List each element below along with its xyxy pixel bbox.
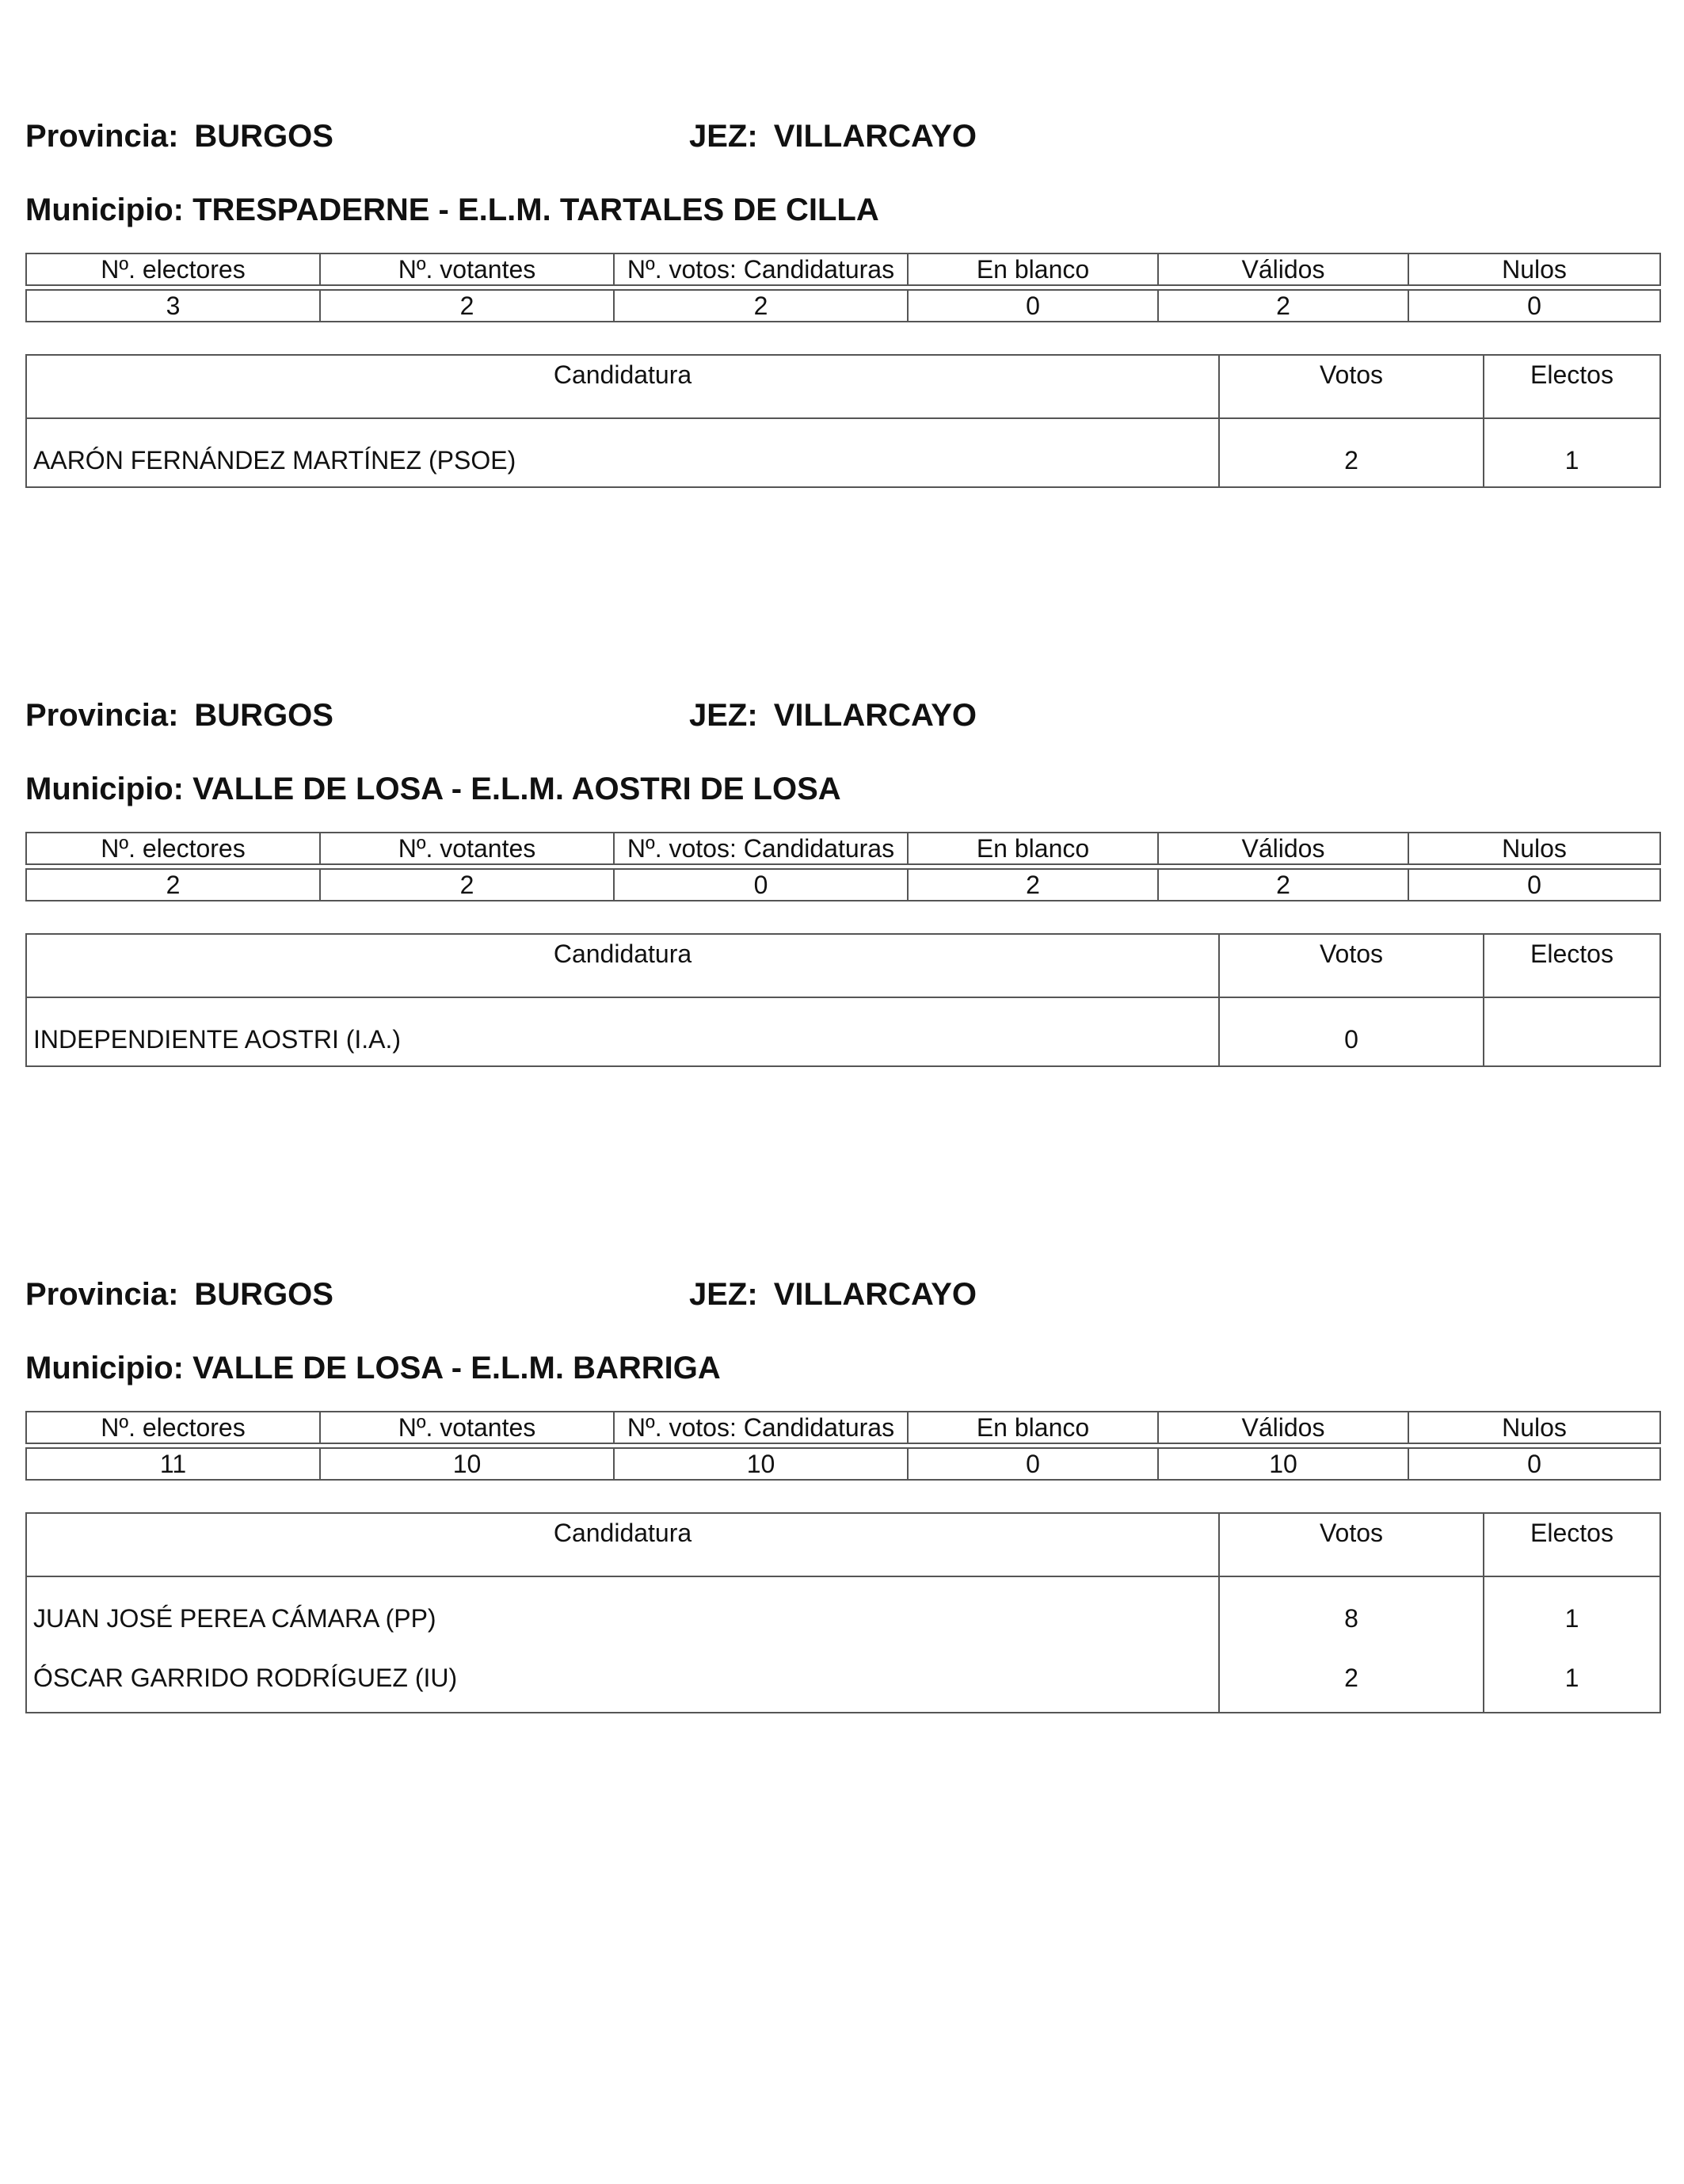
stat-header: Nulos: [1408, 833, 1660, 864]
stat-header: Nº. votantes: [320, 833, 614, 864]
stat-value: 2: [26, 869, 320, 901]
stat-value: 0: [1408, 290, 1660, 322]
municipio-label: Municipio:: [25, 192, 184, 227]
provincia-label: Provincia:: [25, 698, 179, 733]
candidate-electos: 1: [1484, 1645, 1660, 1713]
provincia-label: Provincia:: [25, 119, 179, 154]
stat-header: En blanco: [908, 1412, 1158, 1443]
candidate-votos: 2: [1219, 418, 1484, 487]
jez-value: VILLARCAYO: [773, 119, 977, 154]
stat-value: 0: [908, 290, 1158, 322]
provincia-value: BURGOS: [194, 1277, 333, 1312]
stat-header: Nulos: [1408, 1412, 1660, 1443]
stats-table: [25, 832, 1661, 901]
stat-value: 2: [614, 290, 908, 322]
candidate-row: [26, 1576, 1660, 1645]
stats-value-row: [26, 1448, 1660, 1480]
stat-value: 0: [614, 869, 908, 901]
provincia-value: BURGOS: [194, 698, 333, 733]
stats-value-row: [26, 869, 1660, 901]
stat-value: 2: [908, 869, 1158, 901]
candidates-table: [25, 354, 1661, 488]
stat-header: Válidos: [1158, 253, 1408, 285]
jez-value: VILLARCAYO: [773, 1277, 977, 1312]
electos-header: Electos: [1484, 934, 1660, 997]
stats-table: [25, 1411, 1661, 1481]
stat-header: Nº. votantes: [320, 253, 614, 285]
candidates-header-row: [26, 355, 1660, 418]
provincia-line: [25, 1275, 333, 1314]
municipio-line: [25, 190, 879, 230]
candidate-name: INDEPENDIENTE AOSTRI (I.A.): [26, 997, 1219, 1066]
stat-value: 0: [908, 1448, 1158, 1480]
stat-header: Nº. electores: [26, 1412, 320, 1443]
stat-value: 2: [1158, 869, 1408, 901]
jez-value: VILLARCAYO: [773, 698, 977, 733]
stat-value: 11: [26, 1448, 320, 1480]
jez-line: [689, 1275, 977, 1314]
candidate-votos: 2: [1219, 1645, 1484, 1713]
stat-value: 0: [1408, 869, 1660, 901]
electos-header: Electos: [1484, 355, 1660, 418]
stat-header: Válidos: [1158, 833, 1408, 864]
candidate-row: [26, 1645, 1660, 1713]
stat-value: 10: [320, 1448, 614, 1480]
candidatura-header: Candidatura: [26, 1513, 1219, 1576]
jez-label: JEZ:: [689, 1277, 758, 1312]
jez-label: JEZ:: [689, 698, 758, 733]
stats-table: [25, 253, 1661, 322]
provincia-label: Provincia:: [25, 1277, 179, 1312]
municipio-label: Municipio:: [25, 772, 184, 806]
candidate-name: AARÓN FERNÁNDEZ MARTÍNEZ (PSOE): [26, 418, 1219, 487]
municipio-label: Municipio:: [25, 1351, 184, 1385]
candidate-electos: [1484, 997, 1660, 1066]
stat-value: 0: [1408, 1448, 1660, 1480]
municipio-line: [25, 769, 841, 809]
votos-header: Votos: [1219, 1513, 1484, 1576]
municipio-value: TRESPADERNE - E.L.M. TARTALES DE CILLA: [192, 192, 879, 227]
candidatura-header: Candidatura: [26, 355, 1219, 418]
stat-header: Nº. electores: [26, 833, 320, 864]
candidate-electos: 1: [1484, 418, 1660, 487]
stat-header: Nº. votos: Candidaturas: [614, 1412, 908, 1443]
stats-value-row: [26, 290, 1660, 322]
candidate-name: JUAN JOSÉ PEREA CÁMARA (PP): [26, 1576, 1219, 1645]
candidate-electos: 1: [1484, 1576, 1660, 1645]
stat-header: En blanco: [908, 833, 1158, 864]
provincia-value: BURGOS: [194, 119, 333, 154]
candidates-header-row: [26, 1513, 1660, 1576]
candidate-row: [26, 418, 1660, 487]
candidate-name: ÓSCAR GARRIDO RODRÍGUEZ (IU): [26, 1645, 1219, 1713]
stats-header-row: [26, 1412, 1660, 1443]
provincia-line: [25, 116, 333, 156]
jez-label: JEZ:: [689, 119, 758, 154]
stat-value: 10: [614, 1448, 908, 1480]
candidate-votos: 8: [1219, 1576, 1484, 1645]
stat-value: 10: [1158, 1448, 1408, 1480]
candidates-header-row: [26, 934, 1660, 997]
stats-header-row: [26, 833, 1660, 864]
municipio-value: VALLE DE LOSA - E.L.M. AOSTRI DE LOSA: [192, 772, 841, 806]
stat-header: Nulos: [1408, 253, 1660, 285]
candidatura-header: Candidatura: [26, 934, 1219, 997]
votos-header: Votos: [1219, 355, 1484, 418]
stat-value: 2: [320, 290, 614, 322]
municipio-value: VALLE DE LOSA - E.L.M. BARRIGA: [192, 1351, 721, 1385]
stats-header-row: [26, 253, 1660, 285]
electos-header: Electos: [1484, 1513, 1660, 1576]
stat-header: En blanco: [908, 253, 1158, 285]
municipio-line: [25, 1348, 721, 1388]
jez-line: [689, 116, 977, 156]
stat-header: Válidos: [1158, 1412, 1408, 1443]
stat-value: 2: [1158, 290, 1408, 322]
stat-value: 2: [320, 869, 614, 901]
candidates-table: [25, 1512, 1661, 1713]
stat-header: Nº. votos: Candidaturas: [614, 253, 908, 285]
candidates-table: [25, 933, 1661, 1067]
candidate-row: [26, 997, 1660, 1066]
votos-header: Votos: [1219, 934, 1484, 997]
stat-value: 3: [26, 290, 320, 322]
stat-header: Nº. votantes: [320, 1412, 614, 1443]
provincia-line: [25, 696, 333, 735]
stat-header: Nº. electores: [26, 253, 320, 285]
candidate-votos: 0: [1219, 997, 1484, 1066]
jez-line: [689, 696, 977, 735]
stat-header: Nº. votos: Candidaturas: [614, 833, 908, 864]
